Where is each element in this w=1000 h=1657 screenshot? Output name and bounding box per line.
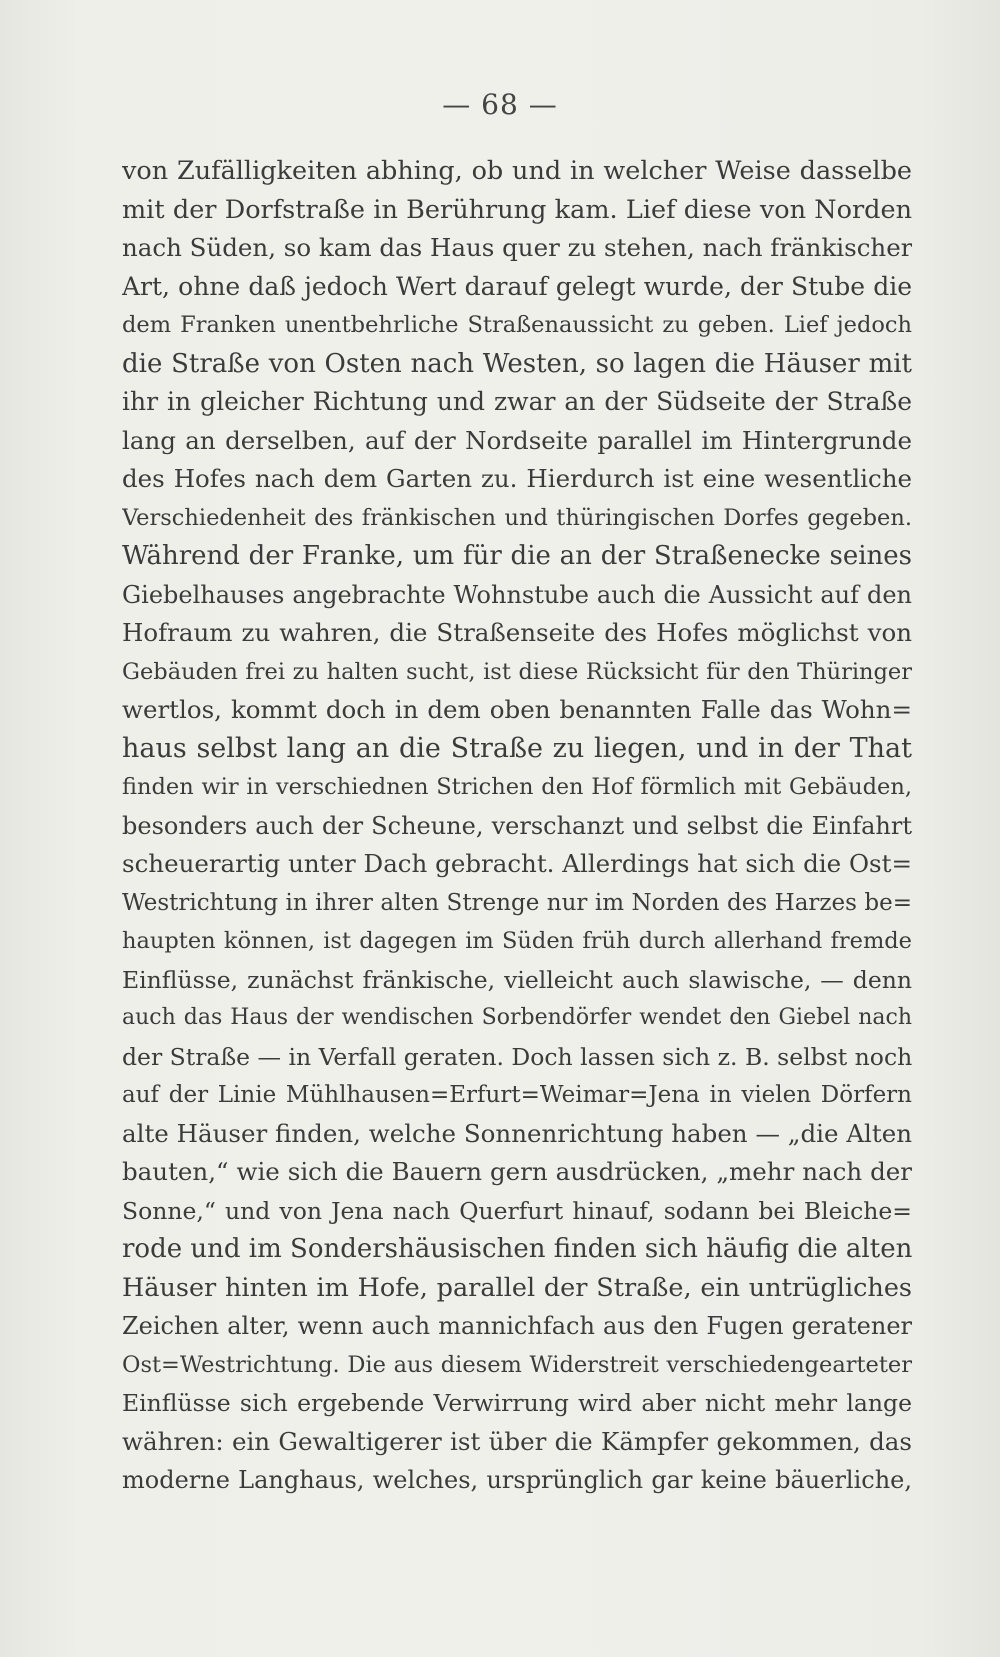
text-line: ihr in gleicher Richtung und zwar an der Südseite der Straße: [122, 387, 912, 416]
text-line: Während der Franke, um für die an der Straßenecke seines: [122, 541, 912, 571]
text-line: mit der Dorfstraße in Berührung kam. Lief diese von Norden: [122, 194, 912, 225]
text-line: moderne Langhaus, welches, ursprünglich gar keine bäuerliche,: [122, 1466, 912, 1494]
text-line: Häuser hinten im Hofe, parallel der Straße, ein untrügliches: [122, 1272, 912, 1303]
text-line: bauten,“ wie sich die Bauern gern ausdrücken, „mehr nach der: [122, 1157, 912, 1186]
text-line: auf der Linie Mühlhausen=Erfurt=Weimar=Jena in vielen Dörfern: [122, 1082, 912, 1108]
text-line: auch das Haus der wendischen Sorbendörfer wendet den Giebel nach: [122, 1005, 912, 1030]
text-line: Ost=Westrichtung. Die aus diesem Widerstreit verschiedengearteter: [122, 1351, 912, 1378]
text-line: Verschiedenheit des fränkischen und thüringischen Dorfes gegeben.: [122, 504, 912, 531]
page-number: — 68 —: [442, 88, 558, 121]
text-line: die Straße von Osten nach Westen, so lagen die Häuser mit: [122, 348, 912, 379]
text-line: finden wir in verschiednen Strichen den Hof förmlich mit Gebäuden,: [122, 774, 912, 800]
text-line: rode und im Sondershäusischen finden sich häufig die alten: [122, 1234, 912, 1264]
text-line: von Zufälligkeiten abhing, ob und in welcher Weise dasselbe: [122, 156, 912, 186]
text-line: nach Süden, so kam das Haus quer zu stehen, nach fränkischer: [122, 233, 912, 262]
text-line: dem Franken unentbehrliche Straßenaussicht zu geben. Lief jedoch: [122, 312, 912, 338]
text-line: Art, ohne daß jedoch Wert darauf gelegt wurde, der Stube die: [122, 271, 912, 301]
text-line: des Hofes nach dem Garten zu. Hierdurch ist eine wesentliche: [122, 464, 912, 493]
text-line: Gebäuden frei zu halten sucht, ist diese Rücksicht für den Thüringer: [122, 658, 912, 685]
text-line: alte Häuser finden, welche Sonnenrichtung haben — „die Alten: [122, 1118, 912, 1148]
text-line: Einflüsse sich ergebende Verwirrung wird aber nicht mehr lange: [122, 1389, 912, 1417]
text-line: besonders auch der Scheune, verschanzt und selbst die Einfahrt: [122, 811, 912, 840]
text-line: Einflüsse, zunächst fränkische, vielleicht auch slawische, — denn: [122, 965, 912, 994]
text-line: Sonne,“ und von Jena nach Querfurt hinauf, sodann bei Bleiche=: [122, 1196, 912, 1225]
text-line: Giebelhauses angebrachte Wohnstube auch die Aussicht auf den: [122, 580, 912, 609]
text-line: Westrichtung in ihrer alten Strenge nur im Norden des Harzes be=: [122, 889, 912, 916]
text-line: Zeichen alter, wenn auch mannichfach aus den Fugen geratener: [122, 1312, 912, 1340]
text-line: der Straße — in Verfall geraten. Doch lassen sich z. B. selbst noch: [122, 1042, 912, 1071]
body-text: [122, 152, 912, 1500]
text-line: währen: ein Gewaltigerer ist über die Kämpfer gekommen, das: [122, 1426, 912, 1456]
text-line: haus selbst lang an die Straße zu liegen, und in der That: [122, 732, 912, 764]
text-line: wertlos, kommt doch in dem oben benannten Falle das Wohn=: [122, 695, 912, 724]
text-line: lang an derselben, auf der Nordseite parallel im Hintergrunde: [122, 425, 912, 455]
text-line: haupten können, ist dagegen im Süden früh durch allerhand fremde: [122, 928, 912, 954]
text-line: Hofraum zu wahren, die Straßenseite des Hofes möglichst von: [122, 618, 912, 647]
text-line: scheuerartig unter Dach gebracht. Allerdings hat sich die Ost=: [122, 849, 912, 878]
